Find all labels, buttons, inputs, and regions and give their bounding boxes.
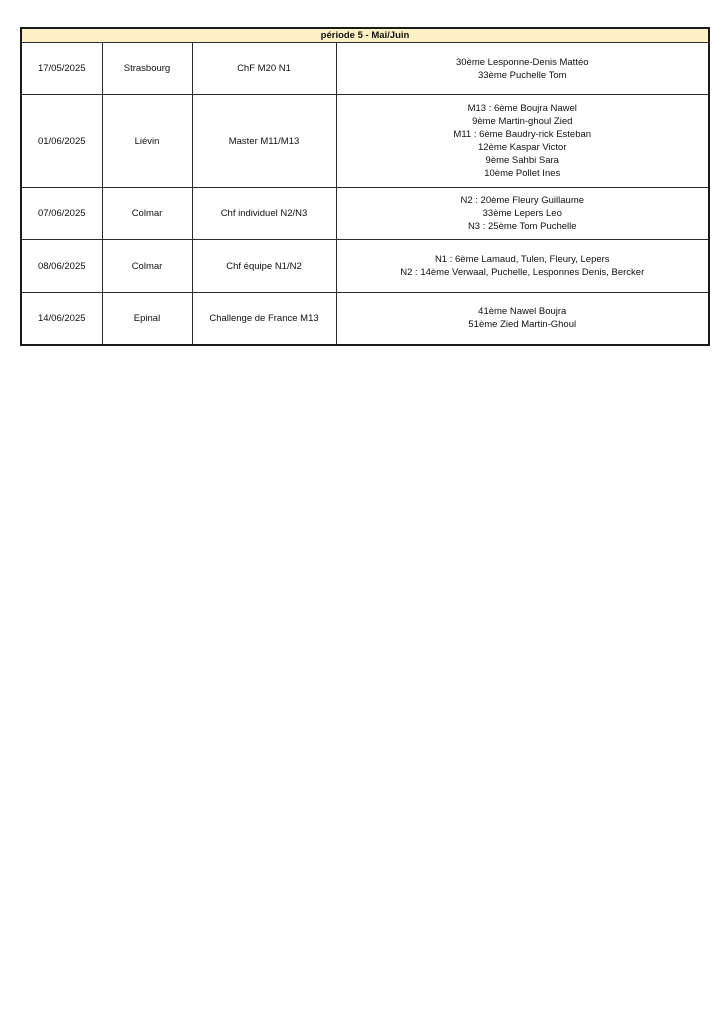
results-cell — [336, 240, 709, 293]
date-cell: 07/06/2025 — [21, 188, 102, 240]
date-cell: 14/06/2025 — [21, 293, 102, 345]
event-cell: ChF M20 N1 — [192, 43, 336, 95]
result-line: 10ème Pollet Ines — [484, 168, 561, 179]
result-line: M11 : 6ème Baudry-rick Esteban — [453, 129, 592, 140]
result-line: 9ème Martin-ghoul Zied — [472, 116, 573, 127]
event-cell: Master M11/M13 — [192, 95, 336, 188]
result-line: 12ème Kaspar Victor — [477, 142, 567, 153]
results-cell — [336, 293, 709, 345]
result-line: N1 : 6ème Lamaud, Tulen, Fleury, Lepers — [434, 254, 610, 265]
event-cell: Chf individuel N2/N3 — [192, 188, 336, 240]
event-cell: Challenge de France M13 — [192, 293, 336, 345]
result-line: N2 : 20ème Fleury Guillaume — [460, 195, 585, 206]
result-line: 9ème Sahbi Sara — [485, 155, 559, 166]
date-cell: 01/06/2025 — [21, 95, 102, 188]
date-cell: 08/06/2025 — [21, 240, 102, 293]
result-line: N3 : 25ème Tom Puchelle — [467, 221, 577, 232]
table-row — [21, 293, 709, 345]
city-cell: Strasbourg — [102, 43, 192, 95]
table-row — [21, 240, 709, 293]
city-cell: Epinal — [102, 293, 192, 345]
results-cell — [336, 188, 709, 240]
result-line: 30ème Lesponne-Denis Mattéo — [455, 56, 589, 68]
result-line: 41ème Nawel Boujra — [478, 306, 567, 318]
period-header-row — [21, 28, 709, 43]
results-table — [20, 27, 710, 346]
result-line: N2 : 14ème Verwaal, Puchelle, Lesponnes Denis, Bercker — [400, 267, 645, 278]
event-cell: Chf équipe N1/N2 — [192, 240, 336, 293]
results-sheet — [20, 27, 708, 346]
table-row — [21, 95, 709, 188]
results-cell — [336, 43, 709, 95]
table-row — [21, 43, 709, 95]
result-line: 33ème Puchelle Tom — [477, 69, 567, 81]
period-header: période 5 - Mai/Juin — [21, 28, 709, 43]
results-cell — [336, 95, 709, 188]
city-cell: Colmar — [102, 188, 192, 240]
result-line: M13 : 6ème Boujra Nawel — [467, 103, 577, 114]
table-row — [21, 188, 709, 240]
date-cell: 17/05/2025 — [21, 43, 102, 95]
city-cell: Colmar — [102, 240, 192, 293]
result-line: 51ème Zied Martin-Ghoul — [468, 319, 577, 331]
city-cell: Liévin — [102, 95, 192, 188]
result-line: 33ème Lepers Leo — [482, 208, 562, 219]
